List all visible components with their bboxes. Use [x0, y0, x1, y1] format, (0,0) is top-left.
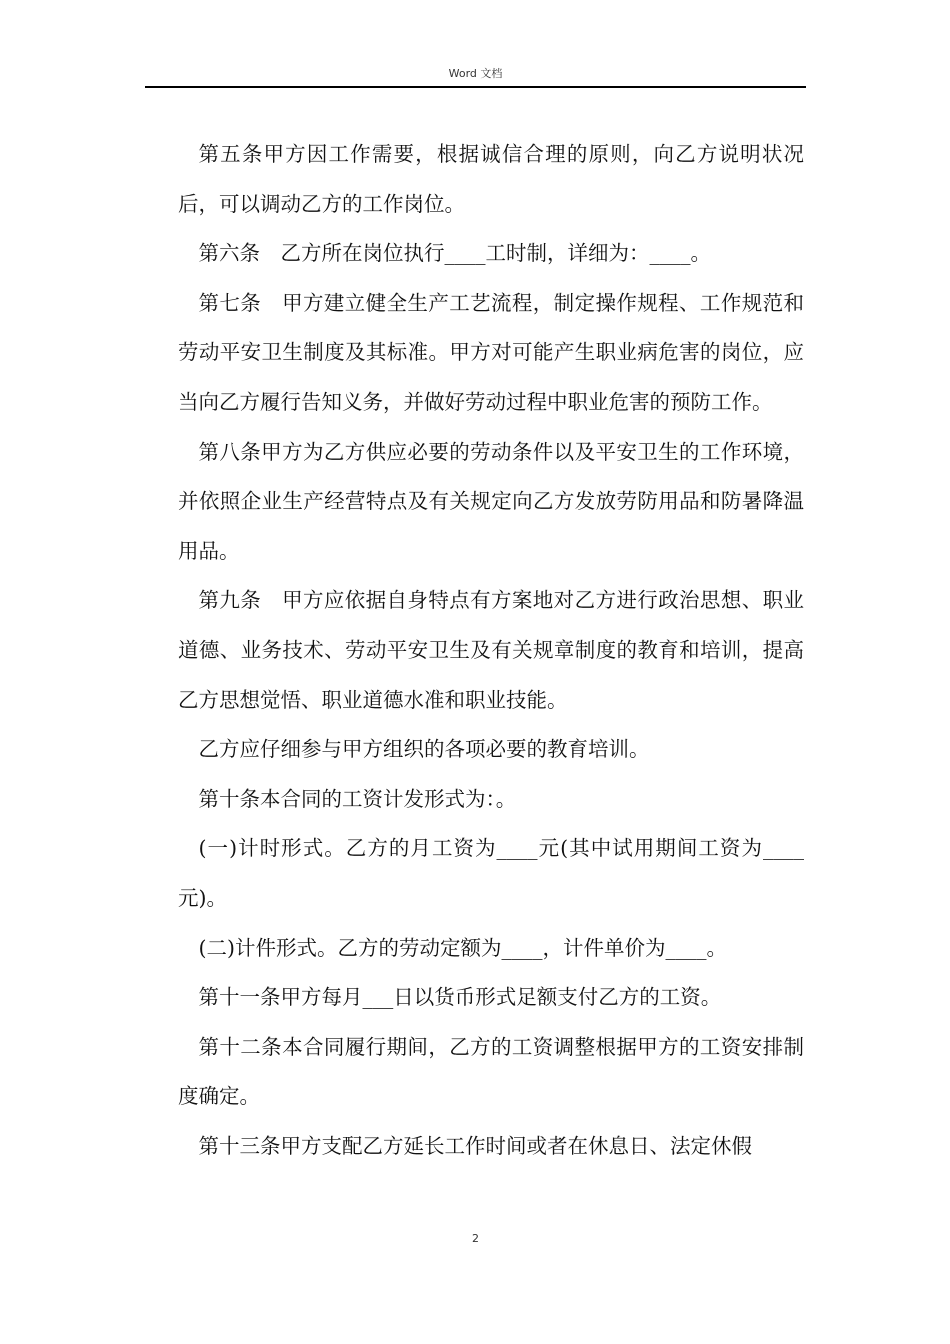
paragraph-article-10: 第十条本合同的工资计发形式为：。 [198, 786, 517, 811]
header-divider [145, 86, 806, 88]
paragraph-training-note: 乙方应仔细参与甲方组织的各项必要的教育培训。 [198, 737, 650, 762]
page-header [145, 66, 806, 82]
paragraph-time-based-wage: (一)计时形式。乙方的月工资为____元(其中试用期间工资为____元)。 [178, 836, 804, 910]
paragraph-piece-rate-wage: (二)计件形式。乙方的劳动定额为____，计件单价为____。 [198, 935, 727, 960]
paragraph-article-13: 第十三条甲方支配乙方延长工作时间或者在休息日、法定休假 [198, 1133, 752, 1158]
page-footer [145, 1231, 806, 1247]
paragraph-article-7: 第七条 甲方建立健全生产工艺流程，制定操作规程、工作规范和劳动平安卫生制度及其标准。甲方对可能产生职业病危害的岗位，应当向乙方履行告知义务，并做好劳动过程中职业危害的预防工作。 [178, 290, 804, 414]
paragraph-article-6: 第六条 乙方所在岗位执行____工时制，详细为：____。 [198, 241, 711, 266]
paragraph-article-9: 第九条 甲方应依据自身特点有方案地对乙方进行政治思想、职业道德、业务技术、劳动平安卫生及有关规章制度的教育和培训，提高乙方思想觉悟、职业道德水准和职业技能。 [178, 588, 804, 712]
paragraph-article-12: 第十二条本合同履行期间，乙方的工资调整根据甲方的工资安排制度确定。 [178, 1034, 804, 1109]
paragraph-article-5: 第五条甲方因工作需要，根据诚信合理的原则，向乙方说明状况后，可以调动乙方的工作岗位。 [178, 142, 804, 216]
header-title: Word 文档 [448, 67, 503, 80]
paragraph-article-8: 第八条甲方为乙方供应必要的劳动条件以及平安卫生的工作环境，并依照企业生产经营特点及有关规定向乙方发放劳防用品和防暑降温用品。 [178, 439, 804, 563]
page-number: 2 [472, 1232, 479, 1245]
document-body [178, 130, 804, 1171]
paragraph-article-11: 第十一条甲方每月___日以货币形式足额支付乙方的工资。 [198, 985, 722, 1010]
